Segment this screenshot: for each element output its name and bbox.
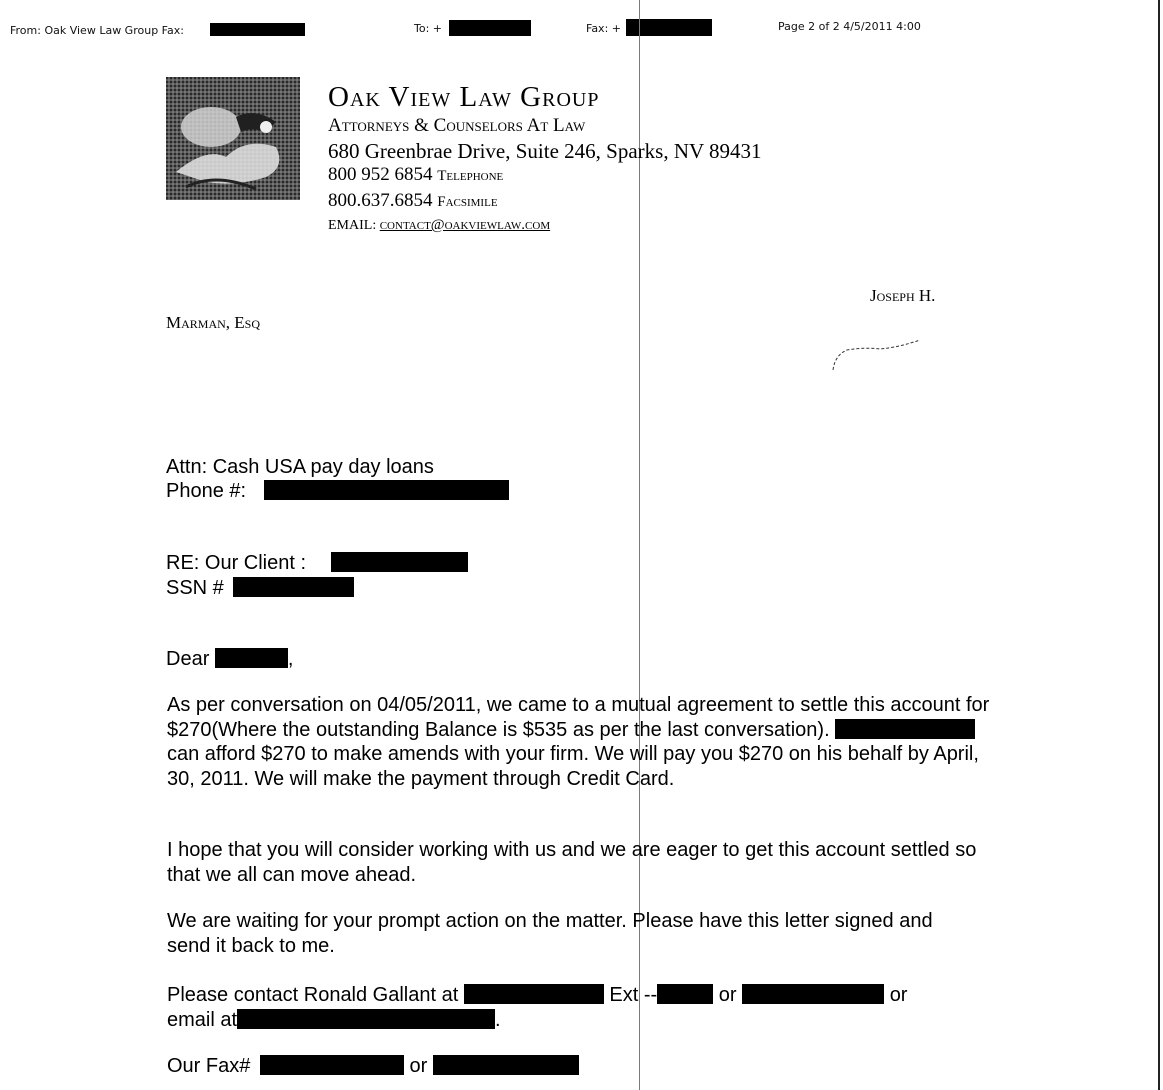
attorney-first-name: Joseph H. [870,286,936,305]
salutation-text: Dear [166,648,210,670]
redacted-fax-to [449,20,531,36]
telephone-number: 800 952 6854 [328,164,433,185]
salutation [166,647,293,671]
re-client-label: RE: Our Client : [166,552,307,574]
email-period: . [495,1009,501,1031]
firm-email [328,217,550,234]
attorney-last-name: Marman, Esq [166,313,261,332]
contact-text: Please contact Ronald Gallant at [167,984,459,1006]
salutation-comma: , [287,648,294,670]
redacted-extension [657,984,713,1004]
redacted-alt-phone [742,984,884,1004]
page-edge [1158,0,1160,1090]
firm-name: Oak View Law Group [328,81,600,113]
fax-page-info: Page 2 of 2 4/5/2011 4:00 [778,20,921,33]
fax-from-label: From: Oak View Law Group Fax: [10,24,184,37]
logo-image [166,77,300,200]
contact-line [167,983,907,1007]
firm-tagline: Attorneys & Counselors At Law [328,115,586,136]
fax-line [167,1054,579,1078]
redacted-ssn [233,577,354,597]
paragraph-agreement [167,693,997,791]
fax-or: or [409,1055,428,1077]
paragraph-agreement-part2: can afford $270 to make amends with your firm. We will pay you $270 on his behalf by April, 30, 2011. We will make the payment through Credit Card. [167,743,979,790]
contact-ext-label: Ext -- [609,984,658,1006]
firm-logo [166,77,300,200]
email-at-label: email at [167,1009,238,1031]
recipient-attn: Attn: Cash USA pay day loans [166,456,434,478]
firm-address: 680 Greenbrae Drive, Suite 246, Sparks, NV 89431 [328,139,762,163]
redacted-client-inline [835,719,975,739]
email-link[interactable]: contact@oakviewlaw.com [379,217,551,233]
facsimile-number: 800.637.6854 [328,190,433,211]
telephone-label: Telephone [437,168,504,184]
redacted-fax-1 [260,1055,404,1075]
contact-or-2: or [889,984,908,1006]
paragraph-consider: I hope that you will consider working with us and we are eager to get this account settled so that we all can move ahead. [167,839,977,886]
redacted-fax-2 [433,1055,579,1075]
fax-label: Our Fax# [167,1055,251,1077]
redacted-recipient-name [215,648,288,668]
firm-facsimile [328,190,498,212]
fax-number-label: Fax: + [586,22,621,35]
re-ssn-label: SSN # [166,577,224,599]
facsimile-label: Facsimile [437,194,498,210]
firm-telephone [328,164,503,186]
redacted-client-name [331,552,468,572]
paragraph-prompt-action: We are waiting for your prompt action on the matter. Please have this letter signed and send it back to me. [167,910,933,957]
email-label: EMAIL: [328,218,377,233]
paragraph-agreement-part1: As per conversation on 04/05/2011, we came to a mutual agreement to settle this account for $270(Where the outstanding Balance is $535 as per the last conversation). [167,694,990,741]
redacted-phone [264,480,509,500]
redacted-contact-phone [464,984,604,1004]
fax-to-label: To: + [414,22,442,35]
recipient-phone-label: Phone #: [166,480,247,502]
signature-mark [825,325,935,375]
contact-or-1: or [718,984,737,1006]
redacted-fax-from [210,23,305,36]
redacted-email [237,1009,495,1029]
email-line [167,1008,501,1032]
